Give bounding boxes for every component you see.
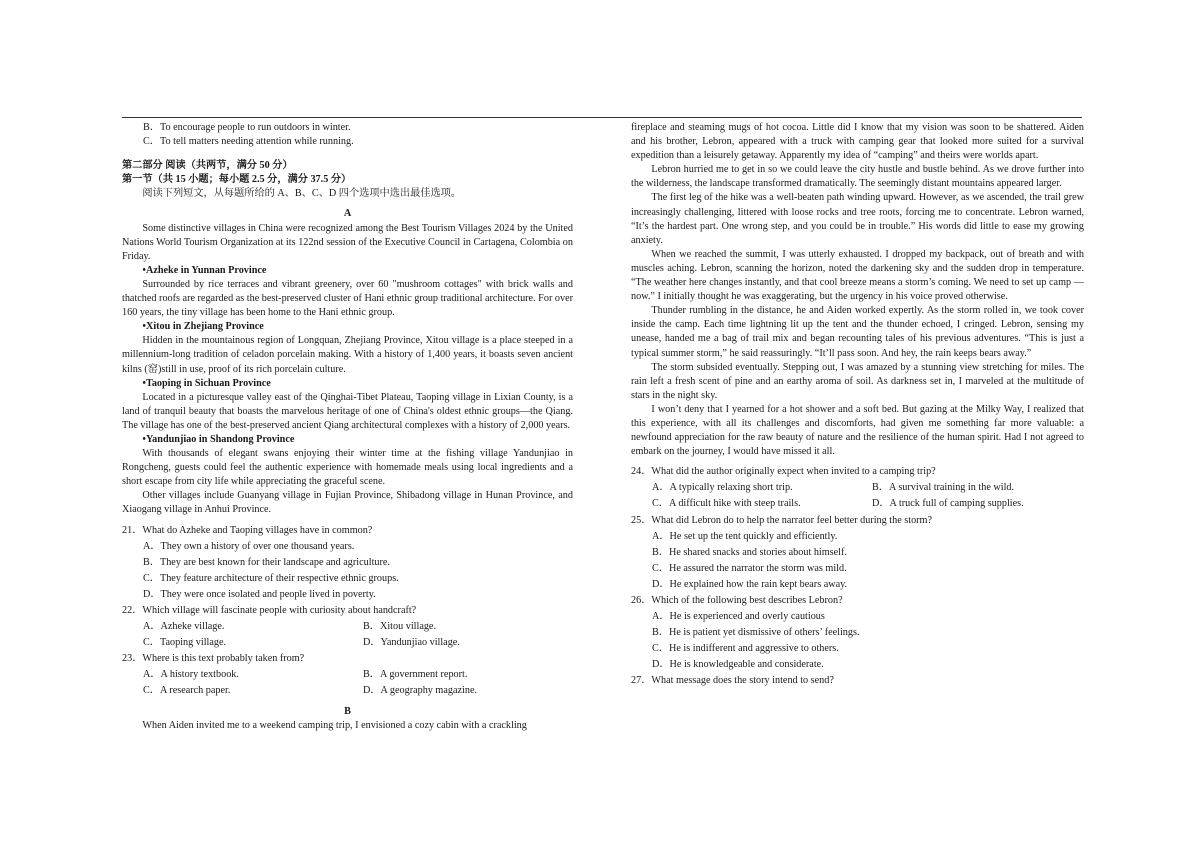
question-23-options-row-1 [143, 668, 573, 682]
left-column [122, 121, 573, 733]
question-24-option-a[interactable]: A．A typically relaxing short trip. [652, 482, 793, 494]
village-text-taoping: Located in a picturesque valley east of the Qinghai-Tibet Plateau, Taoping village in Lixian County, is a land of tranquil beauty that boasts the marvelous heritage of one of China's oldest ethnic groups—the Qiang. The village has one of the best-preserved ancient Qiang architectural complexes with a history of 2,000 years. [122, 391, 573, 431]
question-21-option-b[interactable]: B．They are best known for their landscape and agriculture. [143, 556, 390, 568]
question-22-options-row-2 [143, 636, 573, 650]
question-22-option-b[interactable]: B．Xitou village. [363, 621, 437, 633]
village-heading-xitou: •Xitou in Zhejiang Province [142, 321, 264, 333]
prev-option-c: C．To tell matters needing attention while running. [143, 136, 354, 148]
question-25-stem: 25．What did Lebron do to help the narrator feel better during the storm? [631, 514, 932, 526]
question-21-option-d[interactable]: D．They were once isolated and people lived in poverty. [143, 588, 376, 600]
question-23-option-a[interactable]: A．A history textbook. [143, 669, 239, 681]
passage-b-paragraph-1: Lebron hurried me to get in so we could leave the city hustle and bustle behind. As we drove further into the wilderness, the landscape transformed dramatically. The seemingly distant mountains appeared larger. [631, 164, 1084, 190]
question-24-stem: 24．What did the author originally expect when invited to a camping trip? [631, 466, 936, 478]
question-23-option-c[interactable]: C．A research paper. [143, 685, 231, 697]
question-23-option-d[interactable]: D．A geography magazine. [363, 685, 478, 697]
passage-b-first-line: When Aiden invited me to a weekend camping trip, I envisioned a cozy cabin with a crackling [142, 719, 527, 731]
question-22-option-a[interactable]: A．Azheke village. [143, 621, 225, 633]
question-26-option-c[interactable]: C．He is indifferent and aggressive to others. [652, 643, 839, 655]
prev-option-b: B．To encourage people to run outdoors in winter. [143, 122, 351, 133]
village-text-azheke: Surrounded by rice terraces and vibrant greenery, over 60 "mushroom cottages" with brick walls and thatched roofs are regarded as the best-preserved cluster of Hani ethnic group traditional architecture. For over 160 years, the tiny village has been home to the Hani ethnic group. [122, 278, 573, 319]
question-24-option-c[interactable]: C．A difficult hike with steep trails. [652, 498, 801, 510]
village-text-yandunjiao: With thousands of elegant swans enjoying their winter time at the fishing village Yandunjiao in Rongcheng, guests could feel the authentic experience with homemade meals using local ingredients and a short escape from city life while appreciating the graceful scene. [122, 448, 573, 488]
question-25-option-b[interactable]: B．He shared snacks and stories about himself. [652, 546, 847, 558]
question-22-stem: 22．Which village will fascinate people with curiosity about handcraft? [122, 605, 417, 616]
village-text-xitou: Hidden in the mountainous region of Longquan, Zhejiang Province, Xitou village is a place steeped in a millennium-long tradition of celadon porcelain making. With a history of 1,400 years, it boasts seven ancient kilns (窑)still in use, proof of its rich porcelain culture. [122, 335, 573, 375]
question-24-option-b[interactable]: B．A survival training in the wild. [872, 482, 1015, 494]
question-21-stem: 21．What do Azheke and Taoping villages have in common? [122, 524, 373, 536]
question-27-stem: 27．What message does the story intend to send? [631, 675, 834, 687]
village-heading-taoping: •Taoping in Sichuan Province [142, 377, 271, 389]
question-22-options-row-1 [143, 620, 573, 634]
passage-b-paragraph-2: The first leg of the hike was a well-beaten path winding upward. However, as we ascended, the trail grew increasingly challenging, littered with loose rocks and tree roots, forcing me to concentrate. Lebron warned, “It’s the hardest part. One wrong step, and you could be in trouble.” His words did little to ease my growing anxiety. [631, 192, 1084, 246]
question-21-option-a[interactable]: A．They own a history of over one thousand years. [143, 540, 355, 552]
passage-b-continuation: fireplace and steaming mugs of hot cocoa. Little did I know that my vision was soon to be shattered. Aiden and his brother, Lebron, appeared with a truck with camping gear that looked more suited for a survival expedition than a leisurely getaway. Apparently my idea of “camping” and theirs were worlds apart. [631, 122, 1084, 162]
question-24-options-row-1 [652, 481, 1084, 495]
question-25-option-d[interactable]: D．He explained how the rain kept bears away. [652, 578, 848, 590]
village-heading-azheke: •Azheke in Yunnan Province [142, 264, 267, 276]
instruction: 阅读下列短文，从每题所给的 A、B、C、D 四个选项中选出最佳选项。 [142, 188, 462, 200]
question-22-option-d[interactable]: D．Yandunjiao village. [363, 637, 460, 649]
question-24-options-row-2 [652, 497, 1084, 511]
passage-a-label: A [343, 208, 352, 220]
passage-a-outro: Other villages include Guanyang village in Fujian Province, Shibadong village in Hunan Province, and Xiaogang village in Anhui Province. [122, 490, 573, 516]
passage-a-intro: Some distinctive villages in China were recognized among the Best Tourism Villages 2024 by the United Nations World Tourism Organization at its 122nd session of the Executive Council in Cartagena, Colombia on Friday. [122, 222, 573, 262]
question-22-option-c[interactable]: C．Taoping village. [143, 637, 227, 649]
question-25-option-c[interactable]: C．He assured the narrator the storm was mild. [652, 562, 847, 574]
question-26-option-d[interactable]: D．He is knowledgeable and considerate. [652, 659, 824, 671]
passage-b-paragraph-4: Thunder rumbling in the distance, he and Aiden worked expertly. As the storm rolled in, we took cover inside the camp. Each time lightning lit up the tent and the thunder echoed, I cringed. Lebron, sensing my unease, handed me a bag of trail mix and began recounting tales of his previous adventures. “This is just a typical summer storm,” he said reassuringly. “It’ll pass soon. And hey, the rain keeps bears away.” [631, 305, 1084, 359]
question-25-option-a[interactable]: A．He set up the tent quickly and efficiently. [652, 530, 838, 542]
passage-b-paragraph-5: The storm subsided eventually. Stepping out, I was amazed by a stunning view stretching for miles. The rain left a fresh scent of pine and an earthy aroma of soil. As darkness set in, I marveled at the multitude of stars in the night sky. [631, 361, 1084, 401]
passage-b-paragraph-6: I won’t deny that I yearned for a hot shower and a soft bed. But gazing at the Milky Way, I realized that this experience, with all its challenges and discomforts, had given me something far more valuable: a newfound appreciation for the raw beauty of nature and the resilience of the human spirit. Had I not agreed to embark on the journey, I would have missed it all. [631, 403, 1084, 458]
right-column [631, 121, 1084, 689]
part2-title: 第二部分 阅读（共两节，满分 50 分） [122, 160, 293, 172]
question-26-stem: 26．Which of the following best describes Lebron? [631, 595, 843, 606]
question-23-stem: 23．Where is this text probably taken from? [122, 653, 305, 665]
question-26-option-b[interactable]: B．He is patient yet dismissive of others’ feelings. [652, 627, 860, 639]
section1-title: 第一节（共 15 小题；每小题 2.5 分，满分 37.5 分） [122, 174, 352, 186]
village-heading-yandunjiao: •Yandunjiao in Shandong Province [142, 433, 295, 445]
question-21-option-c[interactable]: C．They feature architecture of their respective ethnic groups. [143, 572, 399, 584]
question-23-options-row-2 [143, 684, 573, 698]
question-26-option-a[interactable]: A．He is experienced and overly cautious [652, 611, 825, 623]
question-23-option-b[interactable]: B．A government report. [363, 669, 468, 681]
passage-b-label: B [344, 705, 351, 717]
header-rule [122, 117, 1082, 118]
passage-b-paragraph-3: When we reached the summit, I was utterly exhausted. I dropped my backpack, out of breath and with muscles aching. Lebron, scanning the horizon, noted the darkening sky and the sudden drop in temperature. “The weather here changes instantly, and that cool breeze means a storm’s coming. We need to set up camp — now.” I initially thought he was exaggerating, but the urgency in his voice proved otherwise. [631, 248, 1084, 303]
question-24-option-d[interactable]: D．A truck full of camping supplies. [872, 498, 1024, 510]
